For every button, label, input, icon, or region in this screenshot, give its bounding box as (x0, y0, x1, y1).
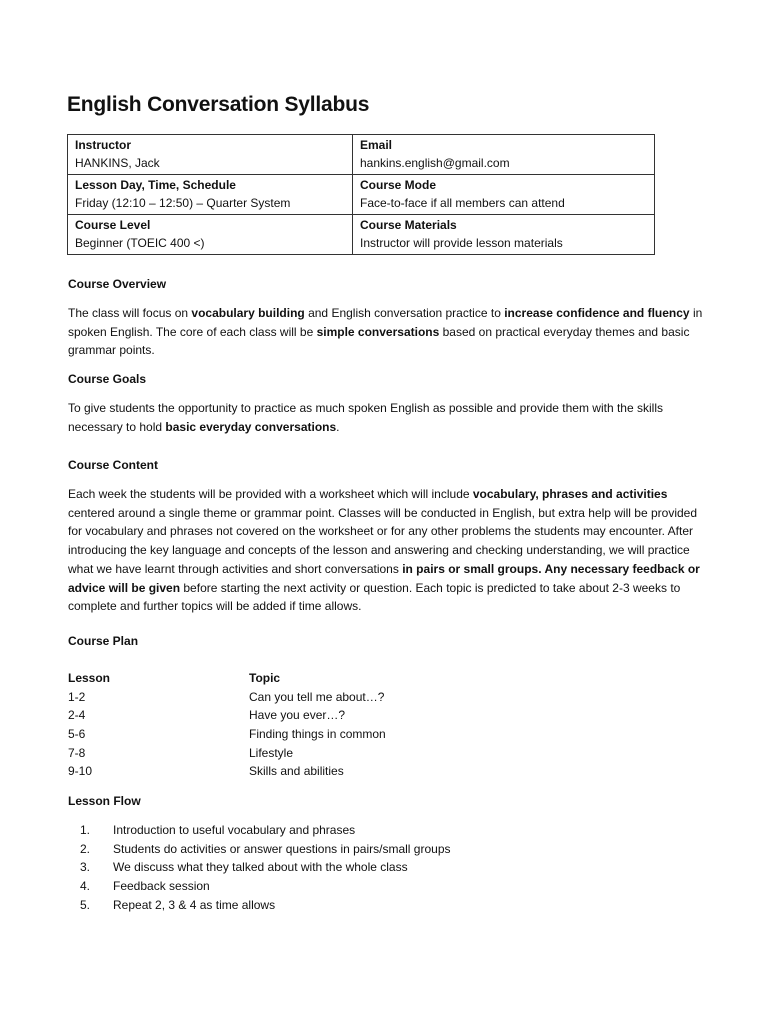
cell-value: Instructor will provide lesson materials (360, 236, 563, 250)
text-run-bold: in pairs or small groups. Any necessary feedback or advice will be given (68, 561, 700, 595)
list-number: 2. (80, 841, 91, 856)
list-text: Introduction to useful vocabulary and phrases (113, 823, 356, 837)
overview-paragraph (68, 304, 708, 360)
table-row (68, 215, 655, 255)
cell-value: Face-to-face if all members can attend (360, 196, 565, 210)
cell-label: Instructor (75, 138, 132, 152)
cell-label: Course Materials (360, 218, 457, 232)
list-number: 4. (80, 879, 91, 894)
text-run-bold: vocabulary building (191, 306, 305, 320)
info-cell-course-mode (353, 175, 655, 215)
table-row (68, 762, 386, 781)
topic-cell: Skills and abilities (249, 764, 344, 779)
list-item (80, 877, 451, 896)
text-run: based on practical everyday themes and basic grammar points. (68, 324, 690, 358)
table-row (68, 175, 655, 215)
course-info-table (67, 134, 655, 255)
topic-cell: Have you ever…? (249, 708, 346, 723)
overview-heading: Course Overview (68, 277, 167, 291)
text-run: in spoken English. The core of each class will be (68, 306, 703, 339)
flow-heading: Lesson Flow (68, 794, 141, 808)
list-text: Students do activities or answer questions in pairs/small groups (113, 841, 451, 856)
info-cell-schedule (68, 175, 353, 215)
cell-value: Friday (12:10 – 12:50) – Quarter System (75, 196, 291, 210)
list-number: 5. (80, 897, 91, 912)
text-run: and English conversation practice to (304, 306, 505, 320)
table-row (68, 706, 386, 725)
lesson-cell: 7-8 (68, 745, 86, 760)
goals-heading: Course Goals (68, 372, 147, 386)
column-header-topic: Topic (249, 671, 281, 685)
text-run: before starting the next activity or question. Each topic is predicted to take about 2-3 weeks to complete and further topics will be added if time allows. (68, 580, 681, 614)
list-text: Repeat 2, 3 & 4 as time allows (113, 897, 276, 912)
lesson-flow-list (80, 821, 451, 914)
info-cell-instructor (68, 135, 353, 175)
topic-cell: Lifestyle (249, 745, 294, 760)
topic-cell: Finding things in common (249, 727, 386, 742)
cell-label: Course Mode (360, 178, 437, 192)
cell-value: Beginner (TOEIC 400 <) (75, 236, 205, 250)
table-row (68, 725, 386, 744)
content-paragraph (68, 485, 708, 616)
cell-label: Course Level (75, 218, 151, 232)
plan-heading: Course Plan (68, 634, 139, 648)
lesson-cell: 2-4 (68, 708, 86, 723)
column-header-lesson: Lesson (68, 671, 111, 685)
course-plan-table (68, 669, 386, 781)
cell-label: Lesson Day, Time, Schedule (75, 178, 236, 192)
text-run: The class will focus on (68, 306, 192, 320)
list-item (80, 896, 451, 915)
table-row (68, 688, 386, 707)
text-run: . (336, 419, 340, 434)
table-row (68, 669, 386, 688)
list-item (80, 858, 451, 877)
text-run-bold: vocabulary, phrases and activities (472, 487, 668, 501)
table-row (68, 135, 655, 175)
lesson-cell: 9-10 (68, 764, 93, 779)
list-number: 1. (80, 823, 91, 837)
text-run: To give students the opportunity to practice as much spoken English as possible and provide them with the skills necessary to hold (68, 401, 663, 434)
text-run: centered around a single theme or grammar point. Classes will be conducted in English, but extra help will be provided for vocabulary and phrases not covered on the worksheet or for any other problems the students may encounter. After introducing the key language and concepts of the lesson and answering and checking understanding, we will practice what we have learnt through activities and short conversations (68, 505, 698, 576)
list-text: Feedback session (113, 879, 210, 894)
cell-value: hankins.english@gmail.com (360, 156, 510, 170)
goals-paragraph (68, 399, 708, 436)
topic-cell: Can you tell me about…? (249, 689, 385, 704)
info-cell-course-materials (353, 215, 655, 255)
lesson-cell: 5-6 (68, 727, 86, 742)
page-title: English Conversation Syllabus (67, 93, 370, 116)
text-run-bold: increase confidence and fluency (504, 306, 690, 320)
info-cell-email (353, 135, 655, 175)
text-run-bold: simple conversations (316, 324, 440, 339)
info-cell-course-level (68, 215, 353, 255)
lesson-cell: 1-2 (68, 689, 86, 704)
cell-label: Email (360, 138, 393, 152)
text-run: Each week the students will be provided with a worksheet which will include (68, 487, 473, 501)
cell-value: HANKINS, Jack (75, 156, 160, 170)
content-heading: Course Content (68, 458, 158, 472)
text-run-bold: basic everyday conversations (165, 419, 337, 434)
list-number: 3. (80, 860, 91, 875)
list-item (80, 821, 451, 840)
list-text: We discuss what they talked about with the whole class (113, 860, 408, 875)
list-item (80, 840, 451, 859)
table-row (68, 744, 386, 763)
